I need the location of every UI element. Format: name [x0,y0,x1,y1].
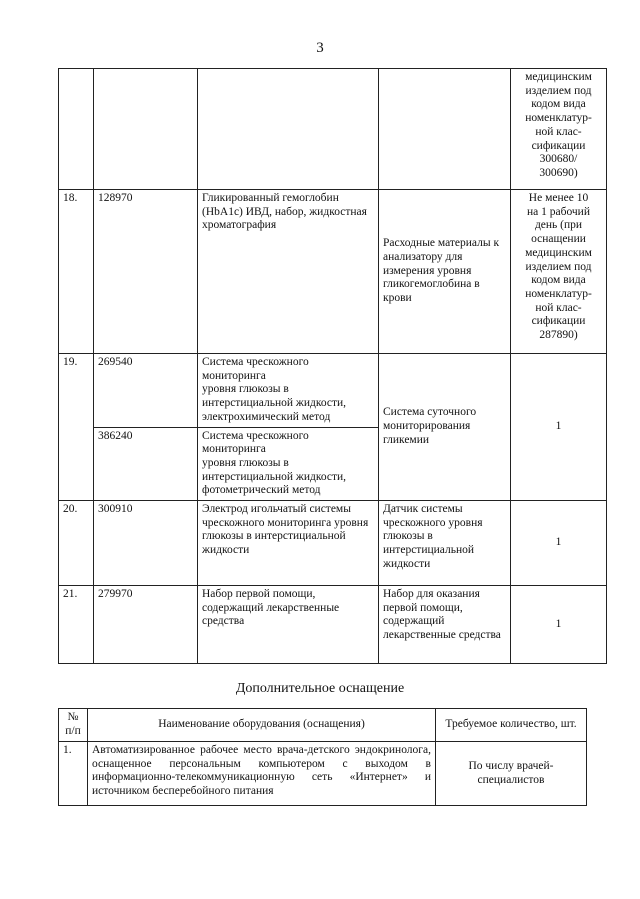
table-row [59,69,607,190]
name-cell: Система чрескожного мониторинга уровня глюкозы в интерстициальной жидкости, электрохимический метод [198,354,379,428]
table-row [59,354,607,428]
function-cell: Система суточного мониторирования гликемии [379,354,511,501]
qty-cell: медицинским изделием под кодом вида номенклатур- ной клас- сификации 300680/ 300690) [511,69,607,190]
table-row [59,501,607,586]
qty-cell: По числу врачей- специалистов [436,742,587,806]
table-cell [198,69,379,190]
column-header-name: Наименование оборудования (оснащения) [88,709,436,742]
code-cell: 279970 [94,586,198,664]
name-cell: Автоматизированное рабочее место врача-детского эндокринолога, оснащенное персональным компьютером с выходом в информационно-телекоммуникационную сеть «Интернет» и источником бесперебойного питания [88,742,436,806]
table-cell [379,69,511,190]
section-title: Дополнительное оснащение [235,681,405,696]
code-cell: 300910 [94,501,198,586]
table-cell [94,69,198,190]
row-number: 18. [59,190,94,354]
column-header-num: № п/п [59,709,88,742]
row-number: 1. [59,742,88,806]
function-cell: Набор для оказания первой помощи, содержащий лекарственные средства [379,586,511,664]
name-cell: Электрод игольчатый системы чрескожного мониторинга уровня глюкозы в интерстициальной жидкости [198,501,379,586]
row-number: 20. [59,501,94,586]
table-row [59,742,587,806]
qty-cell: 1 [511,586,607,664]
qty-cell: Не менее 10 на 1 рабочий день (при оснащении медицинским изделием под кодом вида номенклатур- ной клас- сификации 287890) [511,190,607,354]
equipment-table [58,68,607,664]
table-cell [59,69,94,190]
row-number: 19. [59,354,94,501]
row-number: 21. [59,586,94,664]
code-cell: 386240 [94,427,198,501]
code-cell: 269540 [94,354,198,428]
column-header-qty: Требуемое количество, шт. [436,709,587,742]
table-header-row [59,709,587,742]
name-cell: Система чрескожного мониторинга уровня глюкозы в интерстициальной жидкости, фотометрический метод [198,427,379,501]
table-row [59,586,607,664]
name-cell: Гликированный гемоглобин (HbA1c) ИВД, набор, жидкостная хроматография [198,190,379,354]
page-number: 3 [316,40,324,56]
extra-equipment-table [58,708,587,806]
qty-cell: 1 [511,501,607,586]
function-cell: Датчик системы чрескожного уровня глюкозы в интерстициальной жидкости [379,501,511,586]
name-cell: Набор первой помощи, содержащий лекарственные средства [198,586,379,664]
table-row [59,190,607,354]
function-cell: Расходные материалы к анализатору для измерения уровня гликогемоглобина в крови [379,190,511,354]
qty-cell: 1 [511,354,607,501]
code-cell: 128970 [94,190,198,354]
